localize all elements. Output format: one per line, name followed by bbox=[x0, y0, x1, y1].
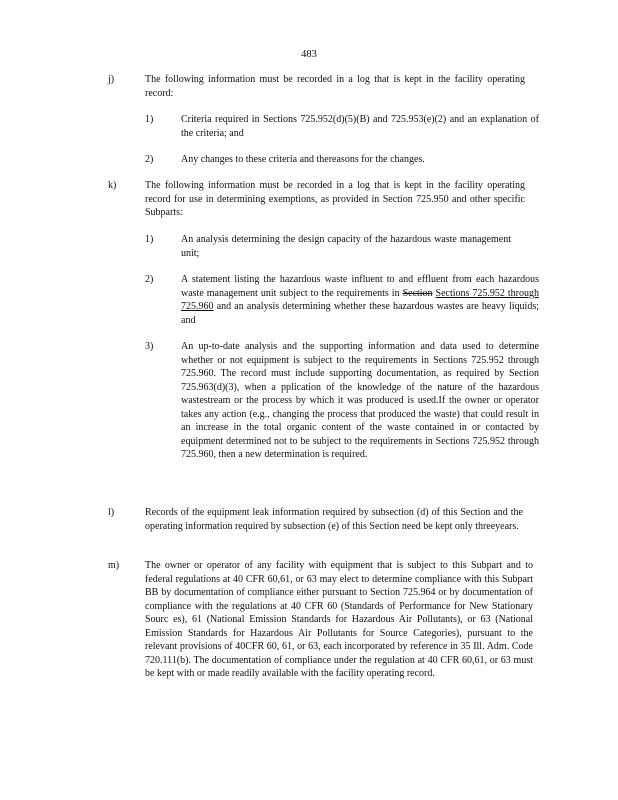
subitem-marker: 3) bbox=[145, 341, 154, 352]
item-text: The owner or operator of any facility with equipment that is subject to this Subpart and to federal regulations at 40 CFR 60,61, or 63 may elect to determine compliance with this Subpart BB by documentation of compliance either pursuant to Section 725.964 or by documentation of compliance with the regulations at 40 CFR 60 (Standards of Performance for New Stationary Sourc es), 61 (National Emission Standards for Hazardous Air Pollutants), or 63 (National Emission Standards for Hazardous Air Pollutants for Source Categories), pursuant to the relevant provisions of 40CFR 60, 61, or 63, each incorporated by reference in 35 Ill. Adm. Code 720.111(b). The documentation of compliance under the regulation at 40 CFR 60,61, or 63 must be kept with or made readily available with the facility operating record. bbox=[145, 560, 533, 679]
item-text: The following information must be recorded in a log that is kept in the facility operating record for use in determining exemptions, as provided in Section 725.950 and other specific Subparts: bbox=[145, 180, 525, 218]
subitem-marker: 1) bbox=[145, 234, 154, 245]
subitem-text: An analysis determining the design capacity of the hazardous waste management unit; bbox=[181, 234, 511, 259]
subitem-marker: 2) bbox=[145, 274, 154, 285]
item-text: Records of the equipment leak information required by subsection (d) of this Section and the operating information required by subsection (e) of this Section need be kept only threeyears. bbox=[145, 507, 523, 532]
inserted-text: Sections 725.952 through 725.960 bbox=[181, 287, 540, 312]
item-marker: j) bbox=[108, 74, 115, 85]
deleted-text: Section bbox=[402, 287, 433, 299]
subitem-text: Any changes to these criteria and thereasons for the changes. bbox=[181, 154, 425, 165]
subitem-text bbox=[181, 273, 539, 327]
subitem-text-part: and an analysis determining whether these hazardous wastes are heavy liquids; and bbox=[181, 301, 539, 326]
subitem-marker: 2) bbox=[145, 154, 154, 165]
subitem-marker: 1) bbox=[145, 114, 154, 125]
subitem-text: Criteria required in Sections 725.952(d)(5)(B) and 725.953(e)(2) and an explanation of the criteria; and bbox=[181, 114, 539, 139]
item-marker: m) bbox=[108, 560, 120, 571]
item-marker: k) bbox=[108, 180, 117, 191]
page-number: 483 bbox=[301, 49, 317, 60]
subitem-text: An up-to-date analysis and the supporting information and data used to determine whether or not equipment is subject to the requirements in Sections 725.952 through 725.960. The record must include supporting documentation, as required by Section 725.963(d)(3), when a pplication of the knowledge of the nature of the hazardous wastestream or the process by which it was produced is used.If the owner or operator takes any action (e.g., changing the process that produced the waste) that could result in an increase in the total organic content of the waste contained in or contacted by equipment determined not to be subject to the requirements in Sections 725.952 through 725.960, then a new determination is required. bbox=[181, 341, 539, 460]
item-text: The following information must be recorded in a log that is kept in the facility operating record: bbox=[145, 74, 525, 99]
subitem-text-part: A statement listing the hazardous waste influent to and effluent from each hazardous waste management unit subject to the requirements in bbox=[181, 274, 539, 299]
item-marker: l) bbox=[108, 507, 115, 518]
